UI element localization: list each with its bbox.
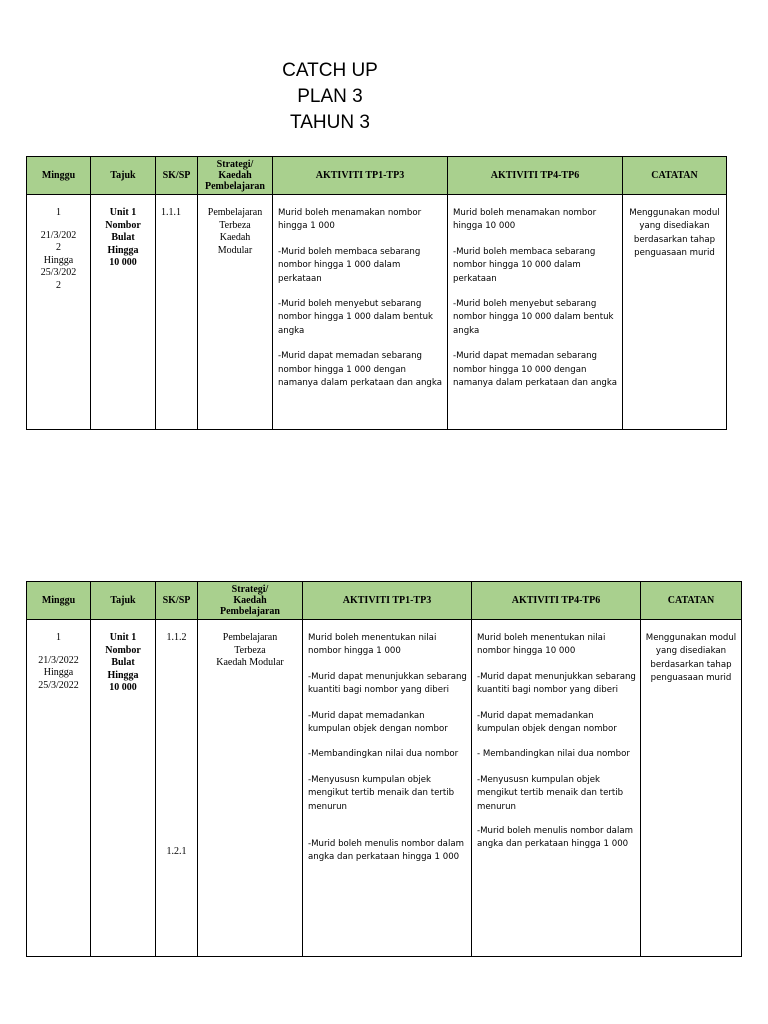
date-line: 25/3/2022 (38, 679, 79, 691)
activity-item: -Murid dapat menunjukkan sebarang kuantiti bagi nombor yang diberi (308, 671, 467, 696)
week-number: 1 (56, 207, 61, 218)
activity-item: -Murid boleh membaca sebarang nombor hingga 1 000 dalam perkataan (278, 246, 421, 284)
strategi-line: Terbeza (234, 644, 266, 656)
tajuk-line: 10 000 (109, 682, 137, 693)
activity-item: -Murid boleh menyebut sebarang nombor hingga 10 000 dalam bentuk angka (453, 299, 614, 336)
header-row (27, 582, 742, 620)
activity-item: - Membandingkan nilai dua nombor (477, 749, 630, 760)
sksp-code: 1.1.2 (166, 632, 187, 643)
header-strategi-line: Kaedah (233, 595, 267, 606)
header-strategi-line: Kaedah (218, 170, 252, 181)
header-strategi (198, 582, 303, 620)
plan-table-1 (26, 156, 727, 430)
activity-item: -Membandingkan nilai dua nombor (308, 749, 459, 760)
date-line: Hingga (43, 254, 74, 266)
activity-item: -Murid dapat memadankan kumpulan objek dengan nombor (308, 710, 448, 735)
cell-strategi (198, 620, 303, 957)
plan-table-2 (26, 581, 742, 957)
week-number: 1 (56, 632, 61, 643)
tajuk-line: Hingga (107, 244, 139, 256)
strategi-line: Pembelajaran (207, 207, 263, 218)
header-strategi-line: Strategi/ (231, 584, 269, 595)
cell-tp13 (303, 620, 472, 957)
strategi-line: Kaedah (219, 232, 251, 243)
date-line: 2 (56, 242, 61, 253)
tajuk-line: Bulat (111, 232, 135, 243)
cell-minggu (27, 620, 91, 957)
title-line-3: TAHUN 3 (290, 112, 370, 133)
header-strategi-line: Strategi/ (216, 159, 254, 170)
tajuk-line: Unit 1 (109, 632, 137, 643)
tajuk-line: Nombor (105, 644, 141, 656)
date-line: 2 (56, 279, 61, 291)
header-strategi (198, 157, 273, 195)
header-tajuk: Tajuk (91, 582, 156, 620)
date-line: Hingga (43, 667, 74, 678)
activity-item: Murid boleh menentukan nilai nombor hingga 1 000 (308, 633, 437, 657)
header-minggu: Minggu (27, 157, 91, 195)
strategi-line: Kaedah Modular (216, 657, 284, 668)
page-title (230, 58, 430, 136)
header-tp13: AKTIVITI TP1-TP3 (273, 157, 448, 195)
tajuk-line: Hingga (107, 669, 139, 681)
tajuk-line: Nombor (105, 219, 141, 231)
header-tajuk: Tajuk (91, 157, 156, 195)
tajuk-line: Bulat (111, 657, 135, 668)
header-strategi-line: Pembelajaran (220, 606, 280, 617)
cell-minggu (27, 195, 91, 430)
catatan-text: Menggunakan modul yang disediakan berdasarkan tahap penguasaan murid (629, 208, 720, 259)
tajuk-line: 10 000 (109, 257, 137, 268)
activity-item: -Murid dapat menunjukkan sebarang kuantiti bagi nombor yang diberi (477, 671, 636, 696)
cell-tp46 (472, 620, 641, 957)
date-line: 25/3/202 (40, 267, 77, 278)
cell-sksp (156, 620, 198, 957)
cell-sksp (156, 195, 198, 430)
table-row (27, 620, 742, 957)
activity-item: -Murid dapat memadankan kumpulan objek dengan nombor (477, 710, 617, 735)
activity-item: -Menyususn kumpulan objek mengikut tertib menaik dan tertib menurun (308, 774, 455, 812)
activity-item: -Murid boleh menyebut sebarang nombor hingga 1 000 dalam bentuk angka (278, 299, 434, 336)
tajuk-line: Unit 1 (109, 207, 137, 218)
activity-item: Murid boleh menamakan nombor hingga 10 000 (453, 208, 597, 232)
date-line: 21/3/202 (40, 229, 77, 241)
activity-item: -Murid boleh menulis nombor dalam angka dan perkataan hingga 1 000 (308, 839, 464, 863)
header-tp46: AKTIVITI TP4-TP6 (448, 157, 623, 195)
activity-item: Murid boleh menamakan nombor hingga 1 000 (278, 208, 422, 232)
strategi-line: Modular (217, 244, 253, 256)
cell-tajuk (91, 620, 156, 957)
header-strategi-line: Pembelajaran (205, 181, 265, 192)
header-sksp: SK/SP (156, 157, 198, 195)
cell-catatan (641, 620, 742, 957)
activity-item: -Murid dapat memadan sebarang nombor hingga 10 000 dengan namanya dalam perkataan dan angka (453, 351, 617, 389)
header-tp46: AKTIVITI TP4-TP6 (472, 582, 641, 620)
cell-catatan (623, 195, 727, 430)
header-sksp: SK/SP (156, 582, 198, 620)
cell-tp46 (448, 195, 623, 430)
strategi-line: Terbeza (219, 219, 251, 231)
date-line: 21/3/2022 (38, 654, 79, 666)
title-line-2: PLAN 3 (297, 86, 363, 107)
activity-item: -Murid dapat memadan sebarang nombor hingga 1 000 dengan namanya dalam perkataan dan angka (278, 351, 442, 389)
catatan-text: Menggunakan modul yang disediakan berdasarkan tahap penguasaan murid (645, 633, 737, 684)
cell-tajuk (91, 195, 156, 430)
header-catatan: CATATAN (623, 157, 727, 195)
header-catatan: CATATAN (641, 582, 742, 620)
activity-item: Murid boleh menentukan nilai nombor hingga 10 000 (477, 633, 606, 657)
header-row (27, 157, 727, 195)
header-tp13: AKTIVITI TP1-TP3 (303, 582, 472, 620)
sksp-code: 1.2.1 (166, 846, 187, 857)
activity-item: -Murid boleh membaca sebarang nombor hingga 10 000 dalam perkataan (453, 246, 596, 284)
header-minggu: Minggu (27, 582, 91, 620)
cell-tp13 (273, 195, 448, 430)
activity-item: -Murid boleh menulis nombor dalam angka dan perkataan hingga 1 000 (477, 826, 633, 850)
table-row (27, 195, 727, 430)
strategi-line: Pembelajaran (222, 632, 278, 643)
activity-item: -Menyususn kumpulan objek mengikut tertib menaik dan tertib menurun (477, 774, 624, 812)
title-line-1: CATCH UP (282, 60, 378, 81)
cell-strategi (198, 195, 273, 430)
sksp-code: 1.1.1 (161, 207, 181, 218)
